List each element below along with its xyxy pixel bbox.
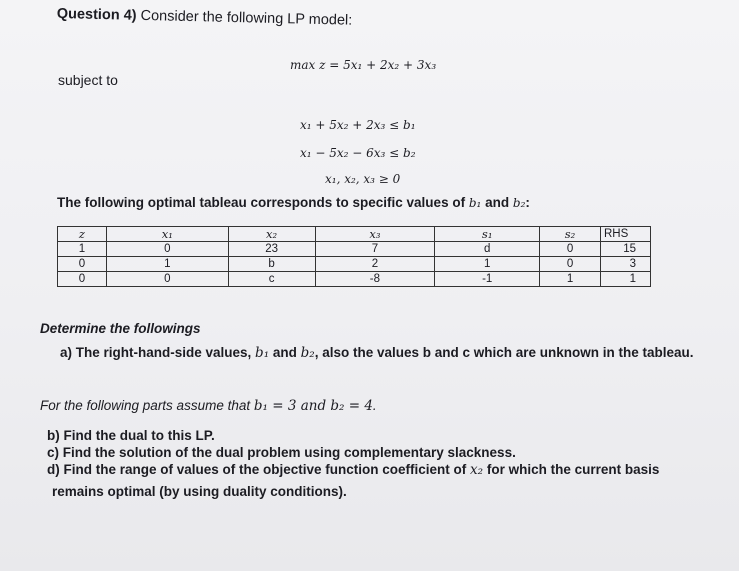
part-a-b1: b₁ [255,345,270,361]
intro-colon: : [525,195,530,210]
table-cell: 3 [600,257,650,272]
intro-text: The following optimal tableau corresponds to specific values of [57,195,466,210]
part-a-b2: b₂ [300,345,315,361]
tableau-header-row [58,227,651,242]
header-x3: x₃ [315,227,435,242]
part-a [60,345,694,361]
table-cell: 0 [106,242,228,257]
table-row [58,272,651,287]
subject-to-label: subject to [58,72,118,88]
header-x1: x₁ [106,227,228,242]
table-cell: 1 [435,257,540,272]
intro-b2: b₂ [512,196,526,210]
table-cell: 1 [58,242,107,257]
table-cell: -8 [315,272,435,287]
part-a-prefix: a) The right-hand-side values, [60,345,252,360]
table-cell: c [228,272,315,287]
table-row [58,242,651,257]
table-cell: 7 [315,242,435,257]
part-c: c) Find the solution of the dual problem using complementary slackness. [47,445,516,460]
table-cell: 1 [106,257,228,272]
table-cell: 23 [228,242,315,257]
part-d-var: x₂ [470,462,484,478]
table-cell: 1 [540,272,601,287]
table-cell: b [228,257,315,272]
part-d-prefix: d) Find the range of values of the objective function coefficient of [47,462,467,477]
table-cell: 1 [600,272,650,287]
table-cell: 0 [58,257,107,272]
assume-suffix: . [372,398,377,413]
question-number: Question 4) [56,6,137,24]
nonnegativity-constraint: x₁, x₂, x₃ ≥ 0 [325,172,401,186]
part-a-and: and [272,345,297,360]
table-cell: 0 [540,257,601,272]
objective-function: max z = 5x₁ + 2x₂ + 3x₃ [290,58,437,72]
part-a-suffix: , also the values b and c which are unknown in the tableau. [314,345,694,360]
part-d-continuation: remains optimal (by using duality conditions). [52,484,347,499]
constraint-1: x₁ + 5x₂ + 2x₃ ≤ b₁ [300,118,416,132]
header-z: z [58,227,107,242]
tableau-intro [57,195,530,210]
assumption-line [40,398,377,414]
header-x2: x₂ [228,227,315,242]
part-b: b) Find the dual to this LP. [47,428,215,443]
table-cell: 15 [600,242,650,257]
constraint-2: x₁ − 5x₂ − 6x₃ ≤ b₂ [300,146,416,160]
question-text: Consider the following LP model: [140,7,353,29]
intro-and: and [485,195,510,210]
table-cell: d [435,242,540,257]
table-cell: 0 [106,272,228,287]
intro-b1: b₁ [468,196,482,210]
table-cell: 0 [540,242,601,257]
table-cell: -1 [435,272,540,287]
part-d-suffix: for which the current basis [486,462,660,477]
assume-prefix: For the following parts assume that [40,398,251,413]
table-cell: 0 [58,272,107,287]
optimal-tableau [57,226,651,287]
header-s2: s₂ [540,227,601,242]
table-cell: 2 [315,257,435,272]
header-s1: s₁ [435,227,540,242]
question-heading [57,6,353,29]
header-rhs: RHS [600,227,650,242]
assume-equation: b₁ = 3 and b₂ = 4 [253,398,373,414]
table-row [58,257,651,272]
part-d [47,462,659,478]
determine-heading: Determine the followings [40,321,201,336]
